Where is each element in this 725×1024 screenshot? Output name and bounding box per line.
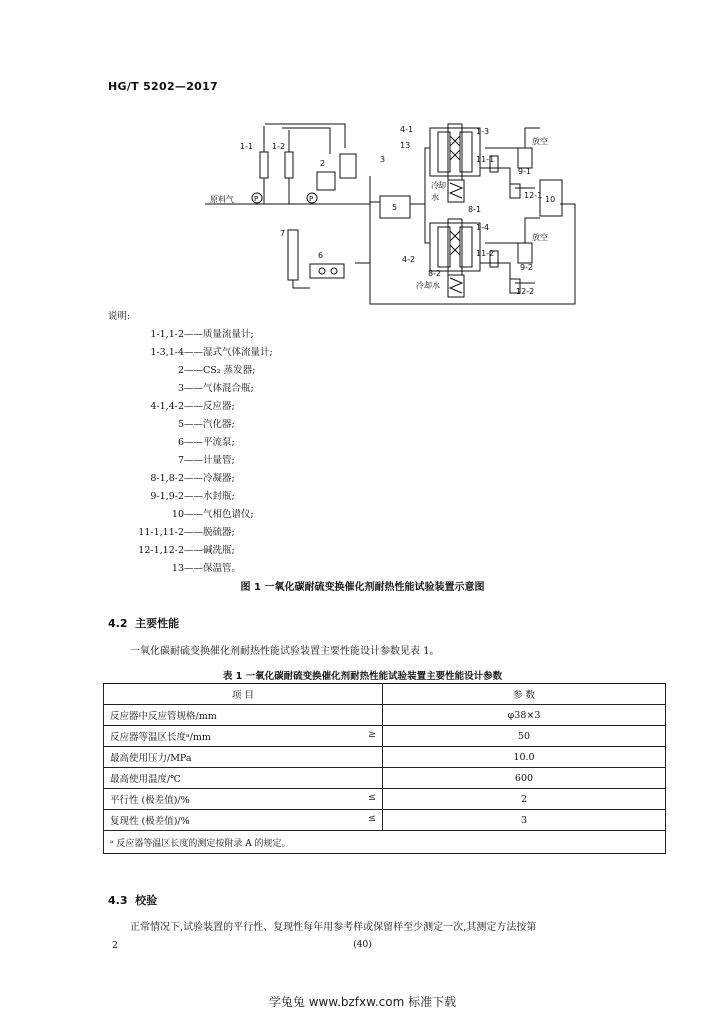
legend-item: 4-1,4-2——反应器; — [150, 401, 235, 412]
label-1-1: 1-1 — [240, 142, 254, 151]
legend-item: 8-1,8-2——冷凝器; — [150, 473, 235, 484]
parameter-table — [103, 683, 666, 854]
table-row: 反应器中反应管规格/mm φ38×3 — [104, 705, 666, 726]
legend-item: 1-3,1-4——湿式气体流量计; — [150, 347, 273, 358]
label-pressure-2: P — [309, 195, 314, 203]
section-4-3-heading — [108, 892, 157, 908]
label-11-1: 11-1 — [476, 155, 495, 164]
section-title: 校验 — [135, 894, 158, 907]
label-cooling-2: 冷却水 — [416, 281, 440, 290]
table-header-value: 参 数 — [383, 684, 666, 705]
section-4-2-heading — [108, 615, 179, 631]
table-header-row — [104, 684, 666, 705]
table-row: 复现性 (极差值)/% ≤ 3 — [104, 810, 666, 831]
label-10: 10 — [545, 195, 556, 204]
label-2: 2 — [320, 159, 326, 168]
section-number: 4.2 — [108, 617, 128, 630]
standard-number: HG/T 5202—2017 — [108, 80, 219, 93]
legend-item: 2——CS₂ 蒸发器; — [177, 365, 256, 376]
legend-item: 13——保温管。 — [171, 563, 242, 574]
page-number: 2 — [112, 940, 119, 951]
table-row: 反应器等温区长度ᵃ/mm ≥ 50 — [104, 726, 666, 747]
label-8-1: 8-1 — [468, 205, 482, 214]
legend-item: 10——气相色谱仪; — [171, 509, 254, 520]
footer-watermark-text: 学兔兔 www.bzfxw.com 标准下载 — [268, 995, 457, 1009]
label-8-2: 8-2 — [428, 269, 442, 278]
paragraph-4-3: 正常情况下,试验装置的平行性、复现性每年用参考样或保留样至少测定一次,其测定方法按第 — [130, 922, 537, 933]
label-1-4: 1-4 — [476, 223, 490, 232]
table-caption: 表 1 一氧化碳耐硫变换催化剂耐热性能试验装置主要性能设计参数 — [222, 671, 503, 682]
label-vent-1: 放空 — [532, 137, 548, 146]
table-footnote-row — [104, 831, 666, 854]
label-4-2: 4-2 — [402, 255, 416, 264]
label-12-2: 12-2 — [516, 287, 535, 296]
label-cooling-1a: 冷 — [431, 181, 439, 190]
legend-item: 11-1,11-2——脱硫器; — [138, 527, 235, 538]
section-number: 4.3 — [108, 894, 128, 907]
table-header-item: 项 目 — [104, 684, 383, 705]
legend-item: 1-1,1-2——质量流量计; — [150, 329, 254, 340]
label-13: 13 — [400, 141, 411, 150]
legend-item: 5——汽化器; — [177, 419, 235, 430]
label-vent-2: 放空 — [532, 233, 548, 242]
label-1-3: 1-3 — [476, 127, 490, 136]
legend-item: 6——平流泵; — [177, 437, 235, 448]
label-feed-gas: 原料气 — [210, 195, 234, 204]
legend-item: 12-1,12-2——碱洗瓶; — [138, 545, 235, 556]
apparatus-diagram — [180, 118, 580, 314]
table-footnote: ᵃ 反应器等温区长度的测定按附录 A 的规定。 — [104, 831, 666, 854]
page-sequence: (40) — [353, 940, 372, 950]
label-6: 6 — [318, 251, 324, 260]
label-cooling-1c: 水 — [431, 193, 439, 202]
legend-item: 7——计量管; — [177, 455, 235, 466]
legend-item: 9-1,9-2——水封瓶; — [150, 491, 235, 502]
table-row: 平行性 (极差值)/% ≤ 2 — [104, 789, 666, 810]
label-4-1: 4-1 — [400, 125, 414, 134]
label-11-2: 11-2 — [476, 249, 495, 258]
label-1-2: 1-2 — [272, 142, 286, 151]
label-7: 7 — [280, 229, 286, 238]
label-5: 5 — [392, 203, 398, 212]
label-9-2: 9-2 — [520, 263, 534, 272]
legend-item: 3——气体混合瓶; — [177, 383, 254, 394]
table-row: 最高使用温度/℃ 600 — [104, 768, 666, 789]
paragraph-4-2: 一氧化碳耐硫变换催化剂耐热性能试验装置主要性能设计参数见表 1。 — [130, 646, 440, 657]
figure-caption: 图 1 一氧化碳耐硫变换催化剂耐热性能试验装置示意图 — [240, 582, 485, 593]
table-row: 最高使用压力/MPa 10.0 — [104, 747, 666, 768]
label-12-1: 12-1 — [524, 191, 543, 200]
label-cooling-1b: 却 — [438, 181, 446, 190]
section-title: 主要性能 — [135, 617, 180, 630]
label-9-1: 9-1 — [518, 167, 532, 176]
figure-legend — [108, 308, 273, 578]
label-3: 3 — [380, 155, 386, 164]
legend-title: 说明: — [108, 311, 131, 322]
label-pressure-1: P — [254, 195, 259, 203]
